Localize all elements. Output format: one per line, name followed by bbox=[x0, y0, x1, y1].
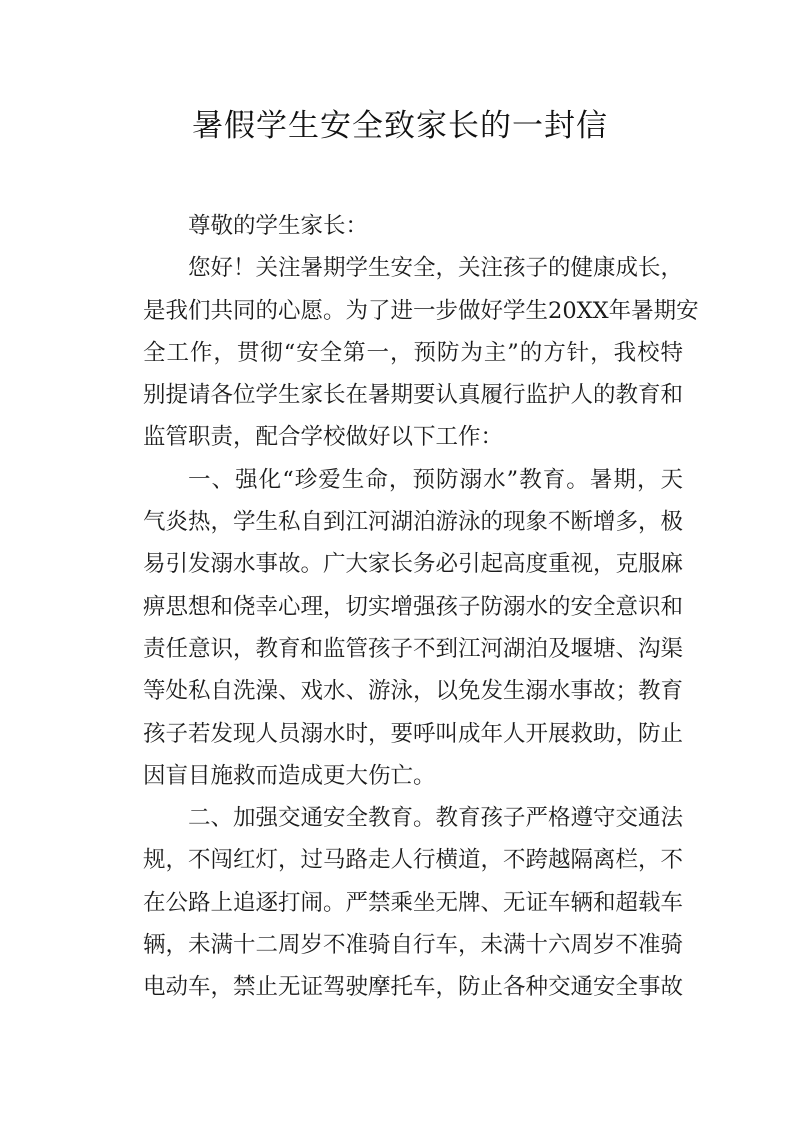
body-line: 别提请各位学生家长在暑期要认真履行监护人的教育和 bbox=[143, 382, 684, 409]
body-line: 孩子若发现人员溺水时，要呼叫成年人开展救助，防止 bbox=[143, 720, 684, 747]
body-line: 责任意识，教育和监管孩子不到江河湖泊及堰塘、沟渠 bbox=[143, 635, 684, 662]
document-body bbox=[143, 205, 699, 1009]
body-line: 规，不闯红灯，过马路走人行横道，不跨越隔离栏，不 bbox=[143, 847, 684, 874]
body-line: 在公路上追逐打闹。严禁乘坐无牌、无证车辆和超载车 bbox=[143, 889, 684, 916]
body-line: 辆，未满十二周岁不准骑自行车，未满十六周岁不准骑 bbox=[143, 932, 684, 959]
body-line: 痹思想和侥幸心理，切实增强孩子防溺水的安全意识和 bbox=[143, 593, 684, 620]
salutation-line: 尊敬的学生家长： bbox=[188, 213, 369, 239]
body-line: 监管职责，配合学校做好以下工作： bbox=[143, 424, 504, 451]
body-line: 等处私自洗澡、戏水、游泳，以免发生溺水事故；教育 bbox=[143, 678, 684, 705]
body-line: 您好！关注暑期学生安全，关注孩子的健康成长， bbox=[188, 255, 684, 282]
body-line: 二、加强交通安全教育。教育孩子严格遵守交通法 bbox=[188, 805, 684, 832]
document-title: 暑假学生安全致家长的一封信 bbox=[192, 108, 608, 144]
body-line: 因盲目施救而造成更大伤亡。 bbox=[143, 762, 436, 789]
body-line: 是我们共同的心愿。为了进一步做好学生20XX年暑期安 bbox=[143, 297, 699, 324]
body-line: 一、强化“珍爱生命，预防溺水”教育。暑期，天 bbox=[188, 466, 683, 493]
body-line: 气炎热，学生私自到江河湖泊游泳的现象不断增多，极 bbox=[143, 509, 684, 536]
body-line: 电动车，禁止无证驾驶摩托车，防止各种交通安全事故 bbox=[143, 974, 684, 1001]
body-line: 易引发溺水事故。广大家长务必引起高度重视，克服麻 bbox=[143, 551, 684, 578]
body-line: 全工作，贯彻“安全第一，预防为主”的方针，我校特 bbox=[143, 339, 683, 366]
